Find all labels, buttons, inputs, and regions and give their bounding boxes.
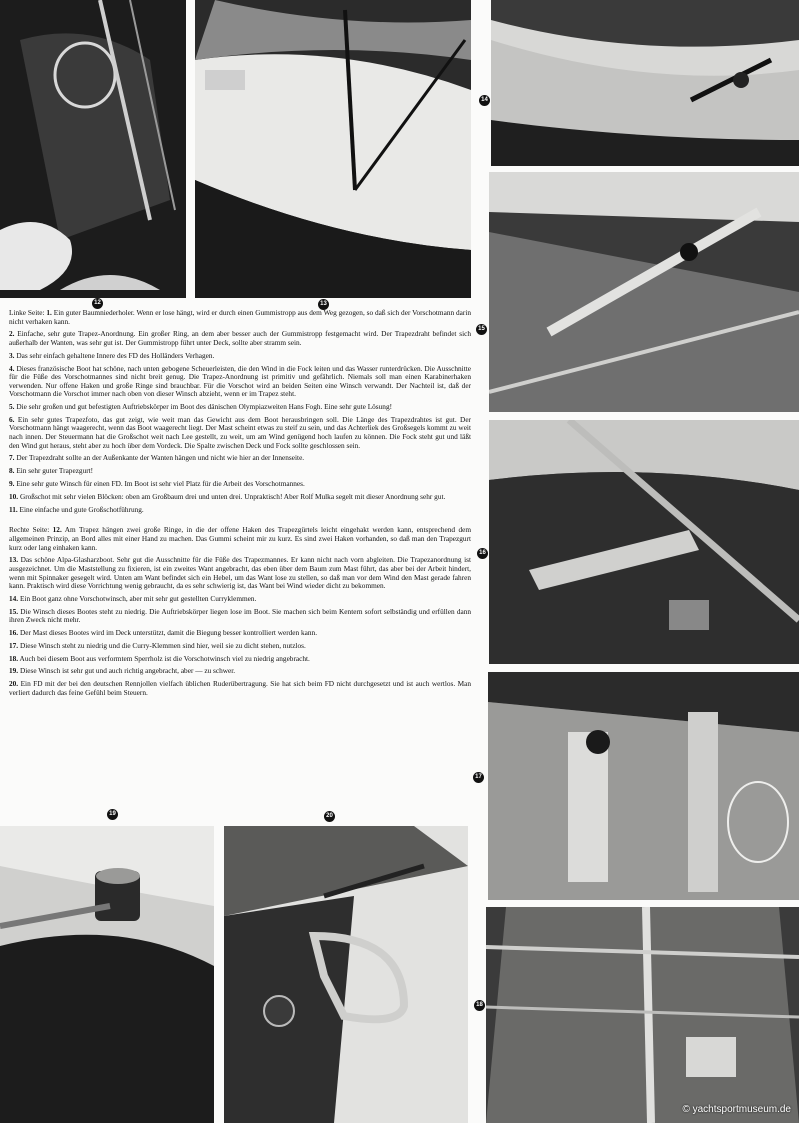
caption-20 — [9, 680, 471, 697]
caption-body: Dieses französische Boot hat schöne, nach unten gebogene Scheuerleisten, die den Wind in die Fock leiten und das Wasser runterdrücken. Die Ausschnitte für die Füße des Vorschotmannes sind nicht breit genug. Die Trapez-Anordnung ist primitiv und gefährlich. Niemals soll man einen Karabinerhaken verwenden. Nur offene Haken und große Ringe sind brauchbar. Für die Vorschot wird an beiden Seiten eine Winsch verwandt. Der Nachteil ist, daß der Vorschotmann die Vorschot immer nach oben von dieser Winsch abzieht, wenn er im Trapez steht. — [9, 363, 472, 399]
photo-13-image — [195, 0, 471, 298]
caption-number: 15. — [9, 606, 19, 616]
caption-6 — [9, 416, 471, 450]
photo-number-12: 12 — [92, 298, 103, 309]
caption-body: Der Trapezdraht sollte an der Außenkante der Wanten hängen und nicht wie hier an der Innenseite. — [16, 453, 305, 463]
caption-body: Ein guter Baumniederholer. Wenn er lose hängt, wird er durch einen Gummistropp aus dem Weg gezogen, so daß sich der Vorschotmann darin nicht verhaken kann. — [9, 308, 472, 326]
caption-body: Die Winsch dieses Bootes steht zu niedrig. Die Auftriebskörper liegen lose im Boot. Sie machen sich beim Kentern sofort selbständig und erfüllen dann ihren Zweck nicht mehr. — [9, 606, 472, 625]
caption-number: 20. — [9, 679, 19, 689]
caption-body: Das sehr einfach gehaltene Innere des FD des Holländers Verhagen. — [16, 350, 215, 360]
caption-19 — [9, 667, 471, 676]
photo-number-18: 18 — [474, 1000, 485, 1011]
caption-8 — [9, 467, 471, 476]
caption-2 — [9, 330, 471, 347]
photo-19-image — [0, 826, 214, 1123]
photo-19 — [0, 826, 214, 1123]
caption-number: 6. — [9, 414, 15, 424]
photo-14-image — [491, 0, 799, 166]
photo-13 — [195, 0, 471, 298]
caption-7 — [9, 454, 471, 463]
photo-number-17: 17 — [473, 772, 484, 783]
caption-number: 16. — [9, 628, 19, 638]
caption-number: 7. — [9, 453, 15, 463]
caption-12 — [9, 526, 471, 552]
caption-4 — [9, 365, 471, 399]
caption-body: Das schöne Alpa-Glasharzboot. Sehr gut die Ausschnitte für die Füße des Trapezmannes. Er kann nicht nach vorn abgleiten. Die Trapezanordnung ist ausgezeichnet. Um die Maststellung zu fixieren, ist ein zweites Want angebracht, das eben über dem Baum zum Mast führt, das aber bei der Arbeit hindert, wenn mit Spinnaker gesegelt wird. Unten am Want befindet sich ein Hebel, um das Want lose zu stellen, so daß man vor dem Wind den Mast gerade fahren kann. Praktisch wird diese Vorrichtung wenig gebraucht, da es sehr schwierig ist, das Want bei Wind wieder dicht zu bekommen. — [9, 555, 471, 591]
caption-body: Eine sehr gute Winsch für einen FD. Im Boot ist sehr viel Platz für die Arbeit des Vorschotmannes. — [16, 479, 305, 488]
caption-10 — [9, 493, 471, 502]
caption-number: 5. — [9, 402, 15, 412]
caption-body: Einfache, sehr gute Trapez-Anordnung. Ein großer Ring, an dem aber besser auch der Gummistropp festgemacht wird. Der Trapezdraht befindet sich außerhalb der Wanten, was sehr gut ist. Der Gummistropp führt unter Deck, sollte aber stramm sein. — [9, 329, 471, 347]
caption-text — [9, 309, 471, 702]
caption-14 — [9, 595, 471, 604]
caption-body: Ein sehr gutes Trapezfoto, das gut zeigt, wie weit man das Gewicht aus dem Boot herausbringen soll. Die Länge des Trapezdrahtes ist gut. Der Vorschotmann hängt waagerecht, wenn das Boot waagerecht liegt. Der Mast scheint etwas zu steif zu sein, und das Achterliek des Großsegels kommt zu weit nach innen. Der Steuermann hat die Großschot weit nach Lee gestellt, zu weit, um am Wind genügend hoch laufen zu können. Die Fock steht gut und läßt den Wind gut heraus, steht aber zu hoch über dem Vordeck. Die Spalte zwischen Deck und Fock sollte geschlossen sein. — [9, 414, 471, 450]
photo-17 — [488, 672, 799, 900]
photo-18-image — [486, 907, 799, 1123]
photo-14 — [491, 0, 799, 166]
caption-body: Auch bei diesem Boot aus verformtem Sperrholz ist die Vorschotwinsch viel zu niedrig angebracht. — [19, 653, 310, 663]
photo-16 — [489, 420, 799, 664]
photo-17-image — [488, 672, 799, 900]
caption-body: Die sehr großen und gut befestigten Auftriebskörper im Boot des dänischen Olympiazweiten Hans Fogh. Eine sehr gute Lösung! — [16, 402, 393, 412]
caption-number: 10. — [9, 491, 19, 501]
caption-1 — [9, 309, 471, 326]
caption-number: 4. — [9, 363, 15, 373]
caption-body: Diese Winsch ist sehr gut und auch richtig angebracht, aber — zu schwer. — [19, 666, 236, 676]
caption-number: 8. — [9, 466, 15, 476]
caption-18 — [9, 655, 471, 664]
photo-number-20: 20 — [324, 811, 335, 822]
caption-body: Ein FD mit der bei den deutschen Rennjollen vielfach üblichen Ruderübertragung. Sie hat sich beim FD nicht durchgesetzt und ist auch wertlos. Man verliert dadurch das feine Gefühl beim Steuern. — [9, 679, 471, 697]
left-page-label: Linke Seite: — [9, 308, 45, 317]
caption-number: 12. — [52, 525, 62, 535]
caption-number: 13. — [9, 555, 19, 565]
photo-18 — [486, 907, 799, 1123]
caption-17 — [9, 642, 471, 651]
caption-13 — [9, 556, 471, 590]
photo-15-image — [489, 172, 799, 412]
photo-number-19: 19 — [107, 809, 118, 820]
caption-number: 2. — [9, 329, 15, 339]
caption-body: Ein Boot ganz ohne Vorschotwinsch, aber mit sehr gut gestellten Curryklemmen. — [19, 593, 257, 603]
caption-number: 3. — [9, 350, 15, 360]
photo-number-15: 15 — [476, 324, 487, 335]
caption-body: Der Mast dieses Bootes wird im Deck unterstützt, damit die Biegung besser kontrolliert werden kann. — [19, 628, 318, 638]
photo-number-13: 13 — [318, 299, 329, 310]
caption-11 — [9, 506, 471, 515]
caption-9 — [9, 480, 471, 489]
caption-number: 18. — [9, 653, 19, 663]
photo-number-14: 14 — [479, 95, 490, 106]
caption-number: 17. — [9, 640, 19, 650]
photo-20-image — [224, 826, 468, 1123]
photo-number-16: 16 — [477, 548, 488, 559]
caption-body: Eine einfache und gute Großschotführung. — [19, 504, 144, 514]
caption-body: Am Trapez hängen zwei große Ringe, in die der offene Haken des Trapezgürtels leicht eingehakt werden kann, entsprechend dem allgemeinen Prinzip, an Bord alles mit einer Hand zu machen. Das Gummi scheint mir zu kurz. Es sind zwei Haken vorhanden, so daß man den Trapezgurt kurz oder lang einhaken kann. — [9, 525, 472, 552]
photo-20 — [224, 826, 468, 1123]
caption-15 — [9, 608, 471, 625]
caption-body: Ein sehr guter Trapezgurt! — [16, 466, 94, 476]
caption-number: 9. — [9, 479, 15, 488]
right-page-label: Rechte Seite: — [9, 525, 50, 535]
photo-15 — [489, 172, 799, 412]
caption-5 — [9, 403, 471, 412]
caption-body: Großschot mit sehr vielen Blöcken: oben am Großbaum drei und unten drei. Unpraktisch! Aber Rolf Mulka segelt mit dieser Anordnung sehr gut. — [19, 491, 446, 501]
watermark: © yachtsportmuseum.de — [682, 1104, 791, 1115]
photo-16-image — [489, 420, 799, 664]
caption-number: 1. — [46, 308, 52, 317]
photo-12 — [0, 0, 186, 298]
photo-12-image — [0, 0, 186, 298]
caption-number: 19. — [9, 666, 19, 676]
caption-body: Diese Winsch steht zu niedrig und die Curry-Klemmen sind hier, weil sie zu dicht stehen, nutzlos. — [19, 640, 306, 650]
caption-number: 14. — [9, 593, 19, 603]
caption-3 — [9, 352, 471, 361]
caption-number: 11. — [9, 504, 18, 514]
caption-16 — [9, 629, 471, 638]
